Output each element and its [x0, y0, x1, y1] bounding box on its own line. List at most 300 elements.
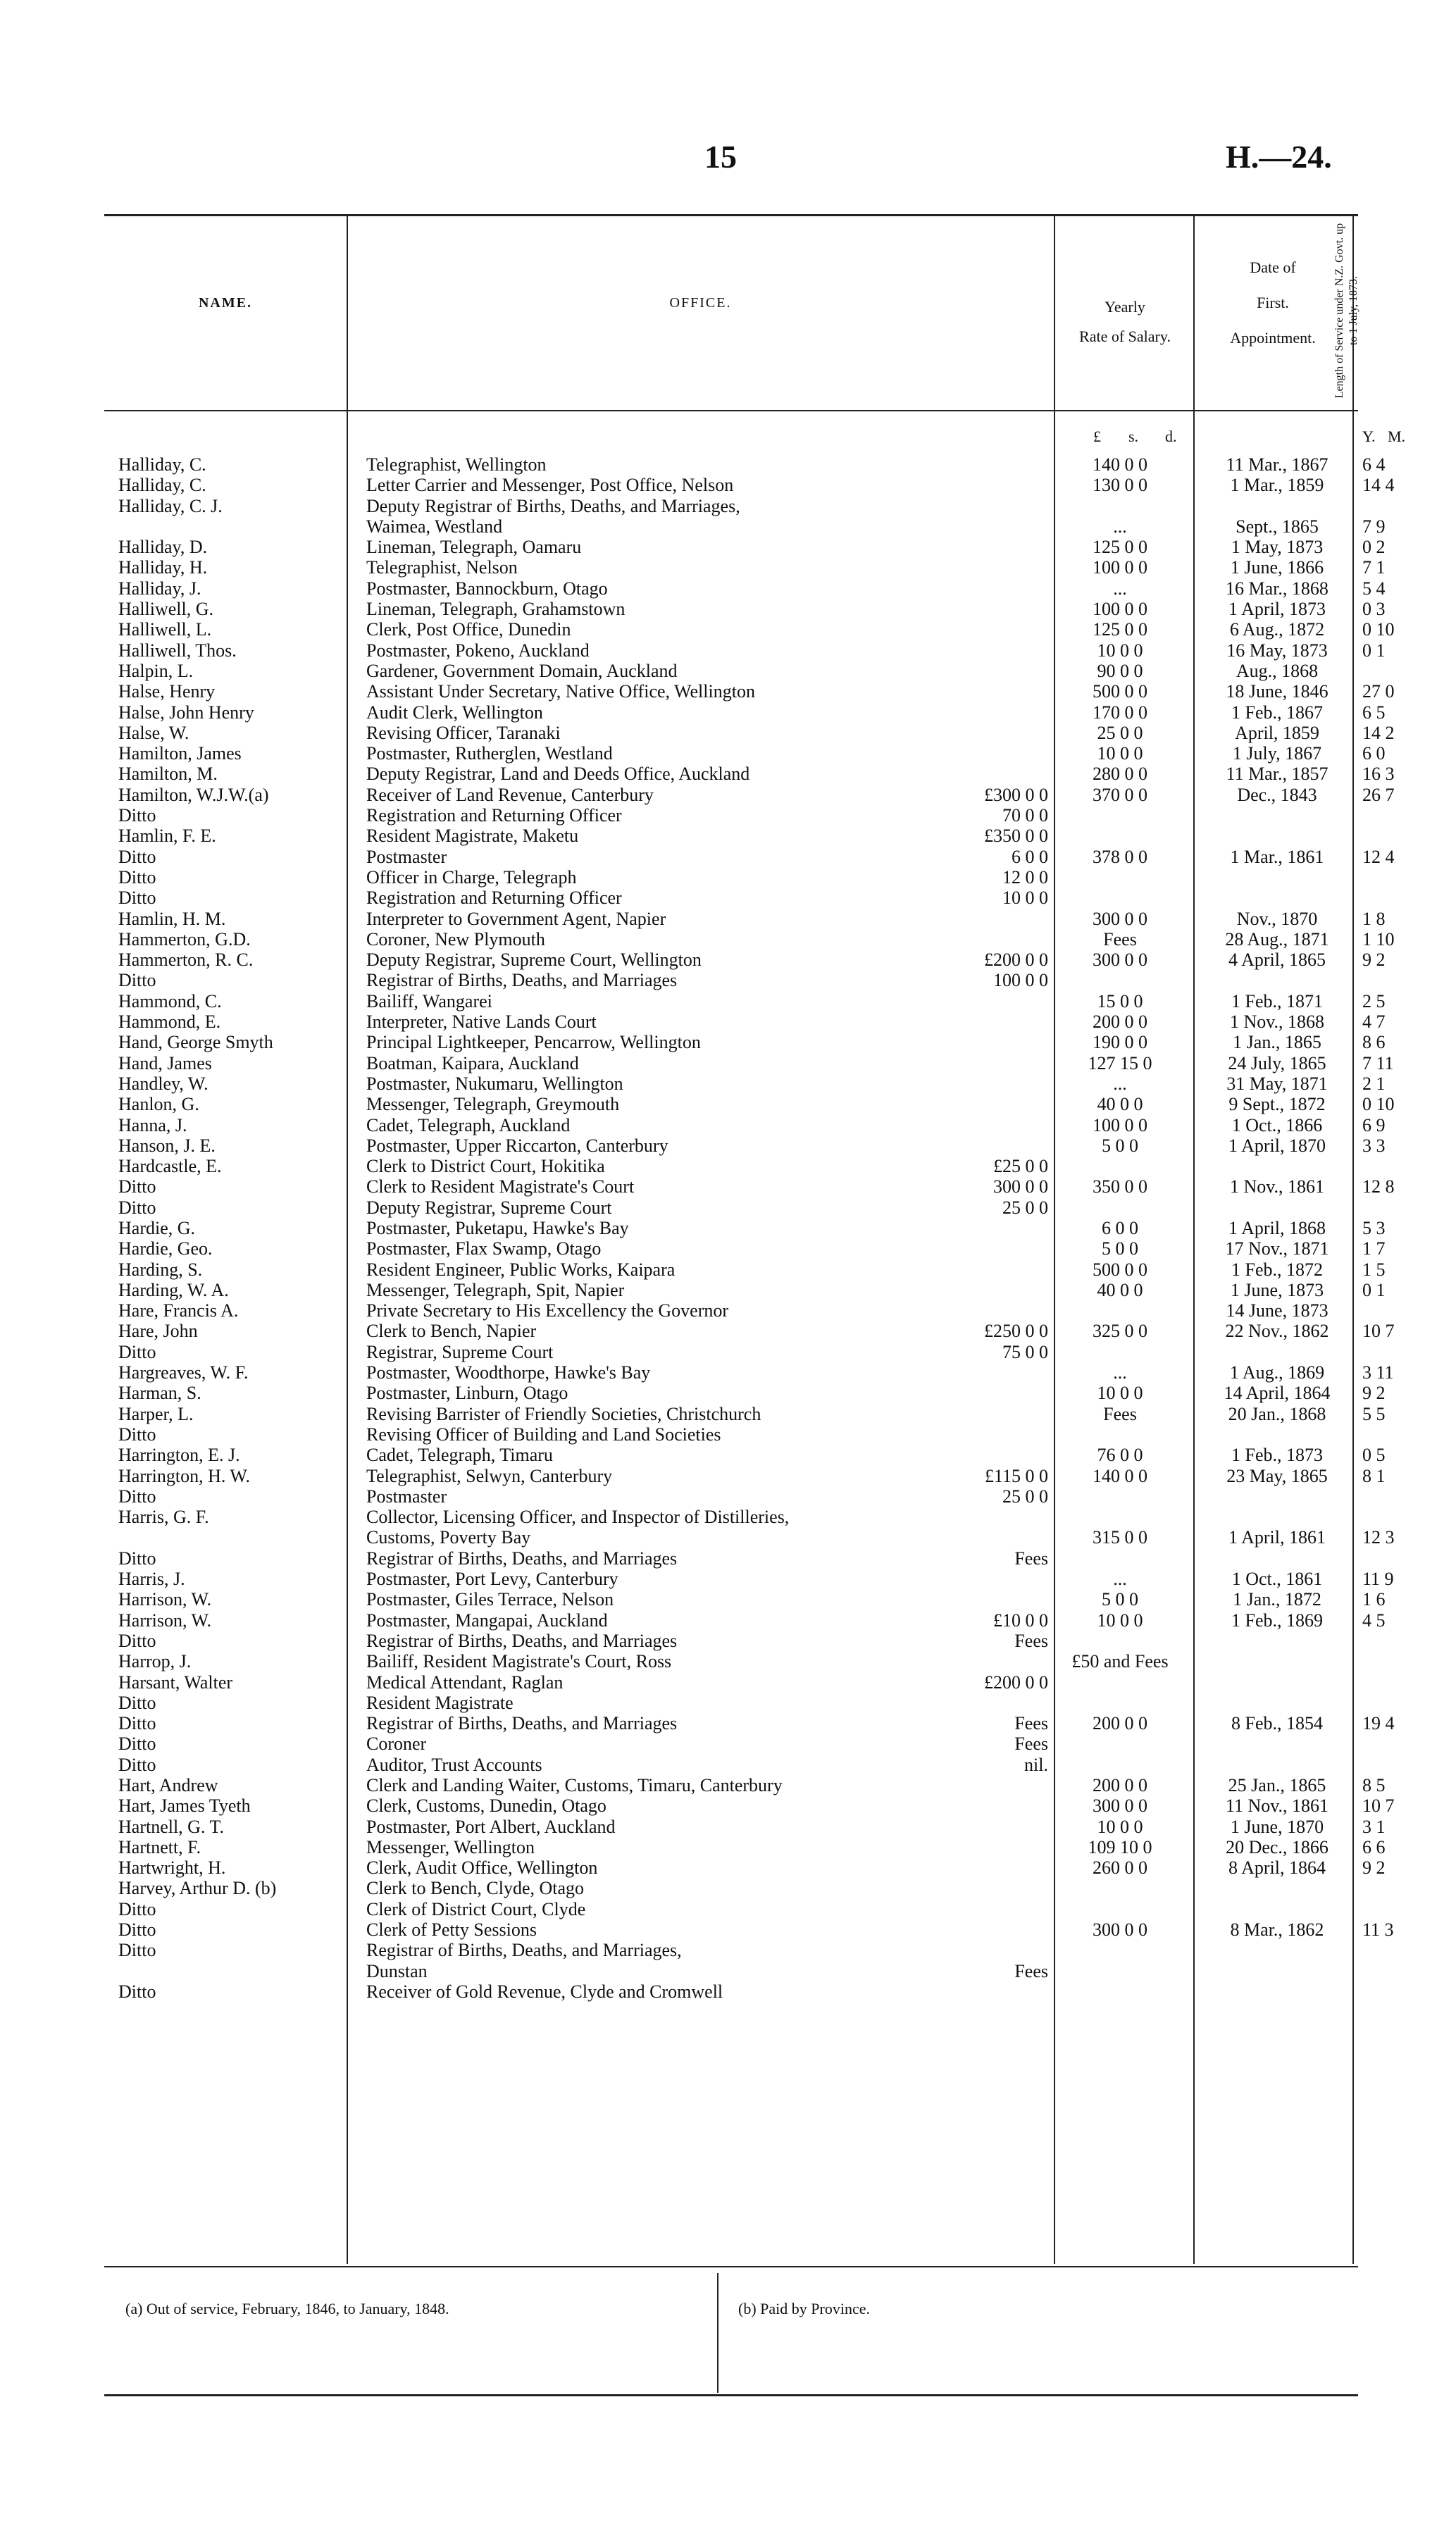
cell-office: Letter Carrier and Messenger, Post Office, Nelson [366, 475, 734, 496]
cell-office: Clerk to Bench, Clyde, Otago [366, 1878, 585, 1899]
table-row [118, 1114, 1386, 1135]
table-row [118, 867, 1351, 888]
cell-office: Dunstan [366, 1960, 428, 1981]
cell-date: 23 May, 1865 [1226, 1465, 1328, 1486]
cell-name: Ditto [118, 1733, 156, 1755]
cell-office: Registrar of Births, Deaths, and Marriages [366, 1630, 678, 1651]
table-row [118, 743, 1386, 764]
cell-office: Bailiff, Wangarei [366, 990, 492, 1011]
cell-name: Hardcastle, E. [118, 1156, 222, 1177]
table-row [118, 1383, 1386, 1404]
cell-date: 31 May, 1871 [1226, 1073, 1328, 1094]
table-row [118, 1300, 1351, 1321]
cell-length: 1 8 [1362, 908, 1386, 929]
cell-salary: Fees [1103, 928, 1137, 950]
cell-salary: 10 0 0 [1097, 1816, 1143, 1837]
cell-office: Postmaster, Upper Riccarton, Canterbury [366, 1135, 668, 1156]
cell-length: 8 5 [1362, 1775, 1386, 1795]
cell-office: Postmaster, Pokeno, Auckland [366, 640, 590, 661]
cell-length: 12 8 [1362, 1176, 1395, 1197]
cell-office: Deputy Registrar, Supreme Court, Wellington [366, 950, 702, 971]
cell-office: Clerk, Audit Office, Wellington [366, 1857, 598, 1879]
column-header-length: Length of Service under N.Z. Govt. up to 1 July, 1873. [1333, 223, 1359, 399]
cell-office: Coroner, New Plymouth [366, 928, 545, 950]
cell-date: 1 Oct., 1866 [1231, 1114, 1323, 1135]
cell-date: 11 Mar., 1867 [1226, 454, 1329, 475]
cell-date: 25 Jan., 1865 [1228, 1775, 1326, 1795]
cell-length: 14 2 [1362, 722, 1395, 743]
cell-sub-salary: Fees [1014, 1713, 1048, 1734]
cell-name: Hargreaves, W. F. [118, 1362, 249, 1383]
cell-sub-salary: 10 0 0 [1002, 888, 1048, 909]
cell-office: Postmaster, Woodthorpe, Hawke's Bay [366, 1362, 651, 1383]
cell-length: 3 11 [1362, 1362, 1394, 1383]
cell-office: Postmaster, Port Levy, Canterbury [366, 1569, 618, 1590]
cell-name: Hanson, J. E. [118, 1135, 216, 1156]
cell-salary: 10 0 0 [1097, 1383, 1143, 1404]
cell-office: Coroner [366, 1733, 427, 1755]
cell-length: 2 5 [1362, 990, 1386, 1011]
cell-length: 14 4 [1362, 475, 1395, 496]
table-row [118, 950, 1386, 971]
cell-date: 9 Sept., 1872 [1228, 1094, 1326, 1115]
column-header-date [1193, 250, 1352, 356]
cell-office: Resident Magistrate, Maketu [366, 826, 579, 847]
cell-salary: 40 0 0 [1097, 1094, 1143, 1115]
cell-name: Hare, John [118, 1321, 198, 1342]
cell-length: 27 0 [1362, 681, 1395, 702]
cell-salary: 378 0 0 [1093, 846, 1147, 867]
cell-salary: 5 0 0 [1102, 1589, 1138, 1610]
cell-salary: 40 0 0 [1097, 1279, 1143, 1300]
cell-date: 1 April, 1870 [1228, 1135, 1326, 1156]
cell-name: Halliday, H. [118, 557, 208, 578]
cell-salary: 25 0 0 [1097, 722, 1143, 743]
table-row [118, 1775, 1386, 1795]
table-row [118, 454, 1386, 475]
cell-date: 1 Oct., 1861 [1231, 1569, 1323, 1590]
cell-date: 20 Dec., 1866 [1226, 1836, 1329, 1857]
cell-name: Hand, James [118, 1052, 212, 1073]
column-header-name: NAME. [198, 295, 253, 311]
cell-name: Ditto [118, 1424, 156, 1445]
table-row [118, 1073, 1386, 1094]
cell-office: Postmaster, Giles Terrace, Nelson [366, 1589, 614, 1610]
table-row [118, 908, 1386, 929]
cell-salary: 140 0 0 [1093, 1465, 1147, 1486]
cell-name: Ditto [118, 866, 156, 888]
cell-office: Revising Barrister of Friendly Societies, Christchurch [366, 1403, 761, 1424]
cell-length: 6 5 [1362, 702, 1386, 723]
cell-length: 5 5 [1362, 1403, 1386, 1424]
cell-office: Postmaster [366, 1486, 447, 1507]
table-row [118, 722, 1395, 743]
cell-salary: 300 0 0 [1093, 950, 1147, 971]
cell-length: 7 9 [1362, 516, 1386, 537]
cell-length: 0 10 [1362, 619, 1395, 640]
page-number: 15 [704, 139, 737, 175]
cell-name: Harrison, W. [118, 1610, 212, 1631]
cell-office: Lineman, Telegraph, Grahamstown [366, 599, 626, 620]
table-row [118, 640, 1386, 661]
header-rule [104, 410, 1358, 411]
cell-name: Ditto [118, 970, 156, 991]
cell-length: 9 2 [1362, 950, 1386, 971]
cell-length: 6 4 [1362, 454, 1386, 475]
cell-salary: ... [1113, 1362, 1127, 1383]
cell-name: Hammond, C. [118, 990, 222, 1011]
cell-name: Halliday, J. [118, 578, 201, 599]
cell-name: Hare, Francis A. [118, 1300, 239, 1321]
cell-office: Waimea, Westland [366, 516, 503, 537]
cell-office: Postmaster [366, 846, 447, 867]
table-row [118, 1362, 1394, 1383]
table-row [118, 1899, 1351, 1919]
cell-date: 1 April, 1873 [1228, 599, 1326, 620]
cell-sub-salary: £250 0 0 [984, 1321, 1048, 1342]
table-row [118, 1176, 1395, 1197]
cell-office: Gardener, Government Domain, Auckland [366, 660, 678, 681]
table-row [118, 537, 1386, 558]
cell-length: 3 3 [1362, 1135, 1386, 1156]
salary-header-line: Rate of Salary. [1079, 328, 1171, 345]
cell-length: 3 1 [1362, 1816, 1386, 1837]
cell-salary: 350 0 0 [1093, 1176, 1147, 1197]
cell-length: 7 1 [1362, 557, 1386, 578]
cell-name: Ditto [118, 846, 156, 867]
cell-date: 1 June, 1873 [1230, 1279, 1324, 1300]
cell-office: Bailiff, Resident Magistrate's Court, Ross [366, 1651, 672, 1672]
footer-rule [104, 2266, 1358, 2267]
cell-length: 0 2 [1362, 537, 1386, 558]
cell-name: Halpin, L. [118, 660, 194, 681]
cell-sub-salary: £25 0 0 [993, 1156, 1048, 1177]
cell-length: 4 7 [1362, 1011, 1386, 1033]
cell-date: 1 Jan., 1865 [1233, 1032, 1321, 1053]
cell-salary: 500 0 0 [1093, 681, 1147, 702]
cell-length: 12 4 [1362, 846, 1395, 867]
cell-date: 11 Mar., 1857 [1226, 764, 1329, 785]
cell-date: 8 April, 1864 [1228, 1857, 1326, 1879]
table-row [118, 1445, 1386, 1466]
cell-length: 26 7 [1362, 784, 1395, 805]
cell-salary: 15 0 0 [1097, 990, 1143, 1011]
table-row [118, 516, 1386, 537]
cell-date: 6 Aug., 1872 [1229, 619, 1325, 640]
cell-sub-salary: Fees [1014, 1630, 1048, 1651]
unit-pence: d. [1165, 428, 1177, 445]
cell-office: Clerk of District Court, Clyde [366, 1898, 586, 1919]
table-row [118, 1981, 1351, 2002]
cell-sub-salary: nil. [1024, 1754, 1048, 1775]
table-row [118, 619, 1395, 640]
cell-office: Postmaster, Mangapai, Auckland [366, 1610, 608, 1631]
cell-date: 20 Jan., 1868 [1228, 1403, 1326, 1424]
cell-date: Sept., 1865 [1236, 516, 1319, 537]
table-row [118, 1032, 1386, 1053]
cell-salary: 10 0 0 [1097, 743, 1143, 764]
cell-office: Postmaster, Puketapu, Hawke's Bay [366, 1217, 629, 1238]
cell-sub-salary: 25 0 0 [1002, 1197, 1048, 1218]
table-row [118, 1052, 1394, 1073]
cell-office: Clerk to Bench, Napier [366, 1321, 537, 1342]
cell-length: 5 4 [1362, 578, 1386, 599]
cell-name: Ditto [118, 1692, 156, 1713]
cell-sub-salary: 6 0 0 [1012, 846, 1048, 867]
cell-salary: ... [1113, 1073, 1127, 1094]
cell-office: Deputy Registrar, Land and Deeds Office, Auckland [366, 764, 750, 785]
cell-sub-salary: £115 0 0 [984, 1465, 1048, 1486]
cell-name: Halliday, C. [118, 454, 206, 475]
cell-salary: 125 0 0 [1093, 537, 1147, 558]
cell-date: 1 Mar., 1859 [1230, 475, 1324, 496]
cell-date: April, 1859 [1235, 722, 1319, 743]
table-row [118, 1816, 1386, 1837]
cell-office: Telegraphist, Wellington [366, 454, 547, 475]
cell-name: Hartnell, G. T. [118, 1816, 224, 1837]
cell-salary: 280 0 0 [1093, 764, 1147, 785]
cell-name: Hanlon, G. [118, 1094, 199, 1115]
cell-name: Halliday, C. J. [118, 495, 223, 516]
cell-office: Interpreter, Native Lands Court [366, 1011, 597, 1033]
cell-name: Harding, S. [118, 1259, 203, 1280]
cell-office: Interpreter to Government Agent, Napier [366, 908, 666, 929]
cell-name: Ditto [118, 1754, 156, 1775]
table-row [118, 1279, 1386, 1300]
cell-sub-salary: Fees [1014, 1960, 1048, 1981]
cell-name: Halliwell, Thos. [118, 640, 237, 661]
date-header-line: Date of [1250, 259, 1296, 276]
cell-salary: 127 15 0 [1088, 1052, 1152, 1073]
cell-salary: 90 0 0 [1097, 660, 1143, 681]
cell-salary: ... [1113, 578, 1127, 599]
table-row [118, 1321, 1395, 1342]
cell-name: Hamilton, James [118, 743, 242, 764]
cell-date: 1 Feb., 1867 [1231, 702, 1323, 723]
cell-name: Hardie, Geo. [118, 1238, 213, 1259]
cell-length: 6 0 [1362, 743, 1386, 764]
cell-salary: 140 0 0 [1093, 454, 1147, 475]
cell-office: Postmaster, Flax Swamp, Otago [366, 1238, 602, 1259]
cell-office: Postmaster, Port Albert, Auckland [366, 1816, 616, 1837]
cell-name: Harper, L. [118, 1403, 194, 1424]
cell-salary: 200 0 0 [1093, 1713, 1147, 1734]
cell-office: Medical Attendant, Raglan [366, 1672, 564, 1693]
cell-length: 1 10 [1362, 928, 1395, 950]
cell-office: Deputy Registrar of Births, Deaths, and Marriages, [366, 495, 740, 516]
cell-office: Postmaster, Linburn, Otago [366, 1383, 568, 1404]
cell-length: 0 1 [1362, 640, 1386, 661]
cell-name: Hamilton, W.J.W.(a) [118, 784, 269, 805]
cell-length: 1 5 [1362, 1259, 1386, 1280]
table-row [118, 1156, 1351, 1176]
table-row [118, 826, 1351, 846]
table-row [118, 496, 1351, 516]
cell-length: 2 1 [1362, 1073, 1386, 1094]
cell-salary: 300 0 0 [1093, 1919, 1147, 1941]
cell-name: Harsant, Walter [118, 1672, 233, 1693]
table-row [118, 1672, 1351, 1693]
table-row [118, 1259, 1386, 1280]
cell-name: Hand, George Smyth [118, 1032, 273, 1053]
cell-name: Halliwell, G. [118, 599, 214, 620]
table-row [118, 1507, 1351, 1527]
cell-date: 18 June, 1846 [1226, 681, 1329, 702]
cell-salary: 100 0 0 [1093, 1114, 1147, 1135]
table-row [118, 1465, 1386, 1486]
cell-sub-salary: Fees [1014, 1733, 1048, 1755]
cell-salary: 6 0 0 [1102, 1217, 1138, 1238]
cell-name: Harrington, E. J. [118, 1445, 240, 1466]
cell-salary: 5 0 0 [1102, 1135, 1138, 1156]
cell-date: 24 July, 1865 [1228, 1052, 1326, 1073]
cell-name: Ditto [118, 805, 156, 826]
cell-name: Hart, Andrew [118, 1775, 218, 1795]
cell-name: Hardie, G. [118, 1217, 196, 1238]
cell-office: Telegraphist, Nelson [366, 557, 518, 578]
cell-date: 11 Nov., 1861 [1225, 1795, 1329, 1817]
table-row [118, 1733, 1351, 1754]
cell-office: Clerk, Post Office, Dunedin [366, 619, 571, 640]
cell-office: Messenger, Telegraph, Greymouth [366, 1094, 620, 1115]
table-row [118, 1486, 1351, 1507]
cell-sub-salary: £300 0 0 [984, 784, 1048, 805]
cell-length: 0 10 [1362, 1094, 1395, 1115]
cell-name: Ditto [118, 1197, 156, 1218]
unit-months: M. [1388, 428, 1406, 445]
cell-length: 12 3 [1362, 1527, 1395, 1548]
cell-salary: ... [1113, 516, 1127, 537]
cell-office: Clerk, Customs, Dunedin, Otago [366, 1795, 606, 1817]
cell-date: 16 Mar., 1868 [1226, 578, 1329, 599]
cell-office: Messenger, Telegraph, Spit, Napier [366, 1279, 625, 1300]
cell-sub-salary: 12 0 0 [1002, 866, 1048, 888]
cell-name: Ditto [118, 1486, 156, 1507]
column-rule [1352, 216, 1354, 2264]
cell-sub-salary: £350 0 0 [984, 826, 1048, 847]
cell-date: 1 April, 1868 [1228, 1217, 1326, 1238]
cell-date: 22 Nov., 1862 [1225, 1321, 1329, 1342]
cell-date: 1 May, 1873 [1231, 537, 1324, 558]
cell-length: 16 3 [1362, 764, 1395, 785]
table-row [118, 1403, 1386, 1424]
cell-salary: 125 0 0 [1093, 619, 1147, 640]
table-body [118, 454, 1395, 2002]
date-header-line: First. [1257, 294, 1289, 311]
table-row [118, 1919, 1394, 1941]
cell-length: 0 3 [1362, 599, 1386, 620]
cell-name: Harris, J. [118, 1569, 185, 1590]
cell-office: Audit Clerk, Wellington [366, 702, 543, 723]
cell-name: Halliday, D. [118, 537, 208, 558]
cell-name: Halliday, C. [118, 475, 206, 496]
table-row [118, 1693, 1351, 1713]
cell-name: Harrop, J. [118, 1651, 192, 1672]
cell-office: Registration and Returning Officer [366, 805, 622, 826]
table-row [118, 1011, 1386, 1033]
cell-office: Clerk to District Court, Hokitika [366, 1156, 605, 1177]
cell-date: 1 June, 1866 [1230, 557, 1324, 578]
cell-length: 11 3 [1362, 1919, 1394, 1941]
cell-sub-salary: 75 0 0 [1002, 1341, 1048, 1362]
cell-name: Hammerton, G.D. [118, 928, 251, 950]
cell-name: Halse, W. [118, 722, 189, 743]
unit-pounds: £ [1093, 428, 1101, 445]
table-row [118, 1713, 1395, 1734]
table-row [118, 1527, 1395, 1548]
cell-office: Registrar of Births, Deaths, and Marriages [366, 1548, 678, 1569]
cell-salary: £50 and Fees [1071, 1651, 1169, 1672]
cell-salary: 200 0 0 [1093, 1011, 1147, 1033]
table-row [118, 1569, 1394, 1590]
cell-name: Hammond, E. [118, 1011, 221, 1033]
table-row [118, 1836, 1386, 1857]
cell-salary: Fees [1103, 1403, 1137, 1424]
table-row [118, 928, 1395, 950]
cell-name: Ditto [118, 1898, 156, 1919]
cell-length: 19 4 [1362, 1713, 1395, 1734]
cell-date: 1 June, 1870 [1230, 1816, 1324, 1837]
footnote-divider [717, 2273, 718, 2393]
cell-salary: 100 0 0 [1093, 599, 1147, 620]
cell-length: 11 9 [1362, 1569, 1394, 1590]
cell-office: Deputy Registrar, Supreme Court [366, 1197, 612, 1218]
cell-length: 9 2 [1362, 1383, 1386, 1404]
cell-office: Lineman, Telegraph, Oamaru [366, 537, 582, 558]
cell-office: Principal Lightkeeper, Pencarrow, Wellington [366, 1032, 701, 1053]
cell-date: 16 May, 1873 [1226, 640, 1328, 661]
cell-name: Harding, W. A. [118, 1279, 229, 1300]
cell-office: Cadet, Telegraph, Auckland [366, 1114, 571, 1135]
column-header-office: OFFICE. [669, 295, 732, 311]
cell-name: Hamilton, M. [118, 764, 218, 785]
cell-salary: ... [1113, 1569, 1127, 1590]
cell-sub-salary: £200 0 0 [984, 1672, 1048, 1693]
table-row [118, 1631, 1351, 1651]
cell-length: 1 6 [1362, 1589, 1386, 1610]
cell-name: Harrington, H. W. [118, 1465, 251, 1486]
cell-office: Telegraphist, Selwyn, Canterbury [366, 1465, 613, 1486]
table-row [118, 1094, 1395, 1115]
table-row [118, 1755, 1351, 1775]
cell-salary: 315 0 0 [1093, 1527, 1147, 1548]
cell-office: Postmaster, Nukumaru, Wellington [366, 1073, 623, 1094]
table-row [118, 784, 1395, 805]
table-row [118, 1589, 1386, 1610]
table-row [118, 1961, 1351, 1981]
table-row [118, 970, 1351, 990]
cell-name: Hamlin, H. M. [118, 908, 226, 929]
table-row [118, 557, 1386, 578]
cell-date: 4 April, 1865 [1228, 950, 1326, 971]
table-row [118, 1651, 1351, 1672]
table-row [118, 1342, 1351, 1362]
cell-sub-salary: 25 0 0 [1002, 1486, 1048, 1507]
cell-date: 1 Aug., 1869 [1229, 1362, 1325, 1383]
cell-length: 4 5 [1362, 1610, 1386, 1631]
cell-name: Hartwright, H. [118, 1857, 226, 1879]
cell-date: 1 Feb., 1871 [1231, 990, 1323, 1011]
table-row [118, 846, 1395, 867]
cell-name: Harris, G. F. [118, 1507, 209, 1528]
cell-salary: 109 10 0 [1088, 1836, 1152, 1857]
cell-office: Clerk of Petty Sessions [366, 1919, 537, 1941]
cell-date: Aug., 1868 [1236, 660, 1319, 681]
cell-name: Ditto [118, 888, 156, 909]
cell-length: 7 11 [1362, 1052, 1394, 1073]
cell-office: Receiver of Gold Revenue, Clyde and Cromwell [366, 1981, 723, 2002]
cell-date: 17 Nov., 1871 [1225, 1238, 1329, 1259]
